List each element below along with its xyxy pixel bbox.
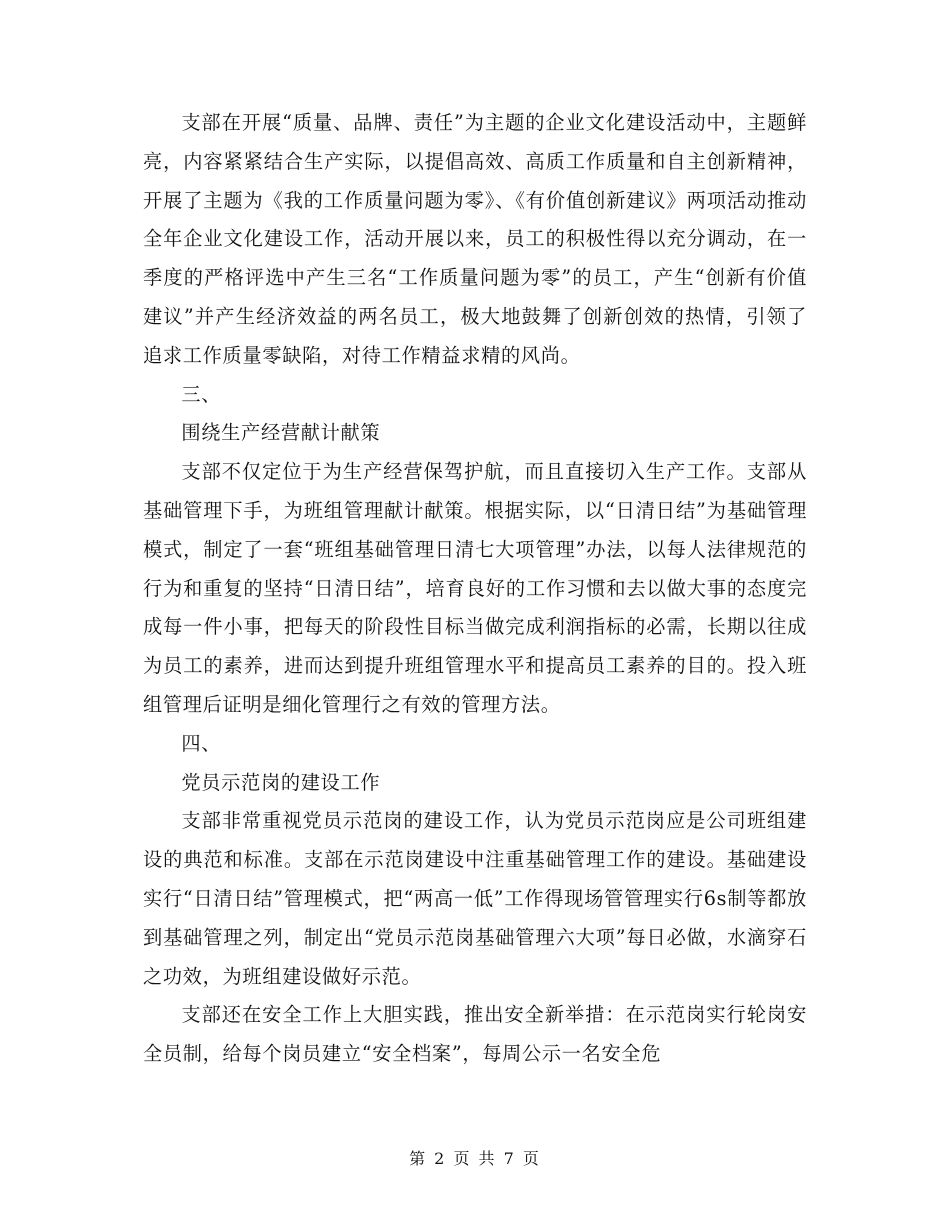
page-number-footer: 第 2 页 共 7 页 bbox=[409, 1149, 541, 1168]
paragraph-production-management: 支部不仅定位于为生产经营保驾护航，而且直接切入生产工作。支部从基础管理下手，为班组管理献计献策。根据实际，以“日清日结”为基础管理模式，制定了一套“班组基础管理日清七大项管理”办法，以每人法律规范的行为和重复的坚持“日清日结”，培育良好的工作习惯和去以做大事的态度完成每一件小事，把每天的阶段性目标当做完成利润指标的必需，长期以往成为员工的素养，进而达到提升班组管理水平和提高员工素养的目的。投入班组管理后证明是细化管理行之有效的管理方法。 bbox=[143, 460, 807, 716]
section-title-production: 围绕生产经营献计献策 bbox=[181, 421, 381, 445]
section-number-three: 三、 bbox=[181, 382, 222, 406]
paragraph-model-post: 支部非常重视党员示范岗的建设工作，认为党员示范岗应是公司班组建设的典范和标准。支部在示范岗建设中注重基础管理工作的建设。基础建设实行“日清日结”管理模式，把“两高一低”工作得现场管管理实行6s制等都放到基础管理之列，制定出“党员示范岗基础管理六大项”每日必做，水滴穿石之功效，为班组建设做好示范。 bbox=[143, 809, 807, 988]
document-body bbox=[143, 104, 807, 1074]
paragraph-safety-work: 支部还在安全工作上大胆实践，推出安全新举措：在示范岗实行轮岗安全员制，给每个岗员建立“安全档案”，每周公示一名安全危 bbox=[143, 1003, 807, 1066]
section-number-four: 四、 bbox=[181, 731, 222, 755]
section-title-model-post: 党员示范岗的建设工作 bbox=[181, 770, 381, 794]
paragraph-culture-activities: 支部在开展“质量、品牌、责任”为主题的企业文化建设活动中，主题鲜亮，内容紧紧结合生产实际，以提倡高效、高质工作质量和自主创新精神，开展了主题为《我的工作质量问题为零》、《有价值创新建议》两项活动推动全年企业文化建设工作，活动开展以来，员工的积极性得以充分调动，在一季度的严格评选中产生三名“工作质量问题为零”的员工，产生“创新有价值建议”并产生经济效益的两名员工，极大地鼓舞了创新创效的热情，引领了追求工作质量零缺陷，对待工作精益求精的风尚。 bbox=[143, 111, 807, 367]
